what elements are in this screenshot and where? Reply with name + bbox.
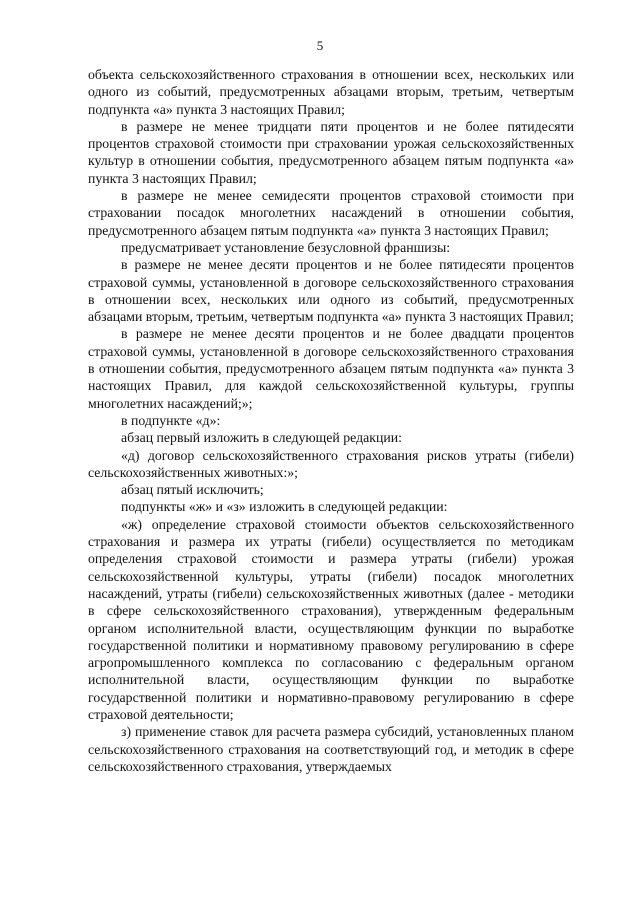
- document-body: [88, 66, 574, 775]
- paragraph: в размере не менее десяти процентов и не более двадцати процентов страховой суммы, установленной в договоре сельскохозяйственного страхования в отношении события, предусмотренного абзацем пятым подпункта «а» пункта 3 настоящих Правил, для каждой сельскохозяйственной культуры, группы многолетних насаждений;»;: [88, 326, 574, 411]
- paragraph: объекта сельскохозяйственного страхования в отношении всех, нескольких или одного из событий, предусмотренных абзацами вторым, третьим, четвертым подпункта «а» пункта 3 настоящих Правил;: [88, 67, 574, 117]
- paragraph: з) применение ставок для расчета размера субсидий, установленных планом сельскохозяйственного страхования на соответствующий год, и методик в сфере сельскохозяйственного страхования, утверждаемых: [88, 724, 574, 774]
- paragraph: «ж) определение страховой стоимости объектов сельскохозяйственного страхования и размера их утраты (гибели) осуществляется по методикам определения страховой стоимости и размера утраты (гибели) урожая сельскохозяйственной культуры, утраты (гибели) посадок многолетних насаждений, утраты (гибели) сельскохозяйственных животных (далее - методики в сфере сельскохозяйственного страхования), утвержденным федеральным органом исполнительной власти, осуществляющим функции по выработке государственной политики и нормативному правовому регулированию в сфере агропромышленного комплекса по согласованию с федеральным органом исполнительной власти, осуществляющим функции по выработке государственной политики и нормативно-правовому регулированию в сфере страховой деятельности;: [88, 516, 574, 722]
- paragraph: предусматривает установление безусловной франшизы:: [121, 239, 451, 255]
- paragraph: в размере не менее семидесяти процентов страховой стоимости при страховании посадок многолетних насаждений в отношении события, предусмотренного абзацем пятым подпункта «а» пункта 3 настоящих Правил;: [88, 188, 574, 238]
- paragraph: в подпункте «д»:: [121, 412, 221, 428]
- paragraph: абзац пятый исключить;: [121, 482, 264, 498]
- paragraph: подпункты «ж» и «з» изложить в следующей редакции:: [121, 499, 448, 515]
- paragraph: «д) договор сельскохозяйственного страхования рисков утраты (гибели) сельскохозяйственных животных:»;: [88, 447, 574, 480]
- page-number: 5: [316, 38, 324, 53]
- paragraph: в размере не менее тридцати пяти процентов и не более пятидесяти процентов страховой стоимости при страховании урожая сельскохозяйственных культур в отношении события, предусмотренного абзацем пятым подпункта «а» пункта 3 настоящих Правил;: [88, 118, 574, 186]
- paragraph: абзац первый изложить в следующей редакции:: [121, 430, 402, 446]
- paragraph: в размере не менее десяти процентов и не более пятидесяти процентов страховой суммы, установленной в договоре сельскохозяйственного страхования в отношении всех, нескольких или одного из событий, предусмотренных абзацами вторым, третьим, четвертым подпункта «а» пункта 3 настоящих Правил;: [88, 257, 574, 325]
